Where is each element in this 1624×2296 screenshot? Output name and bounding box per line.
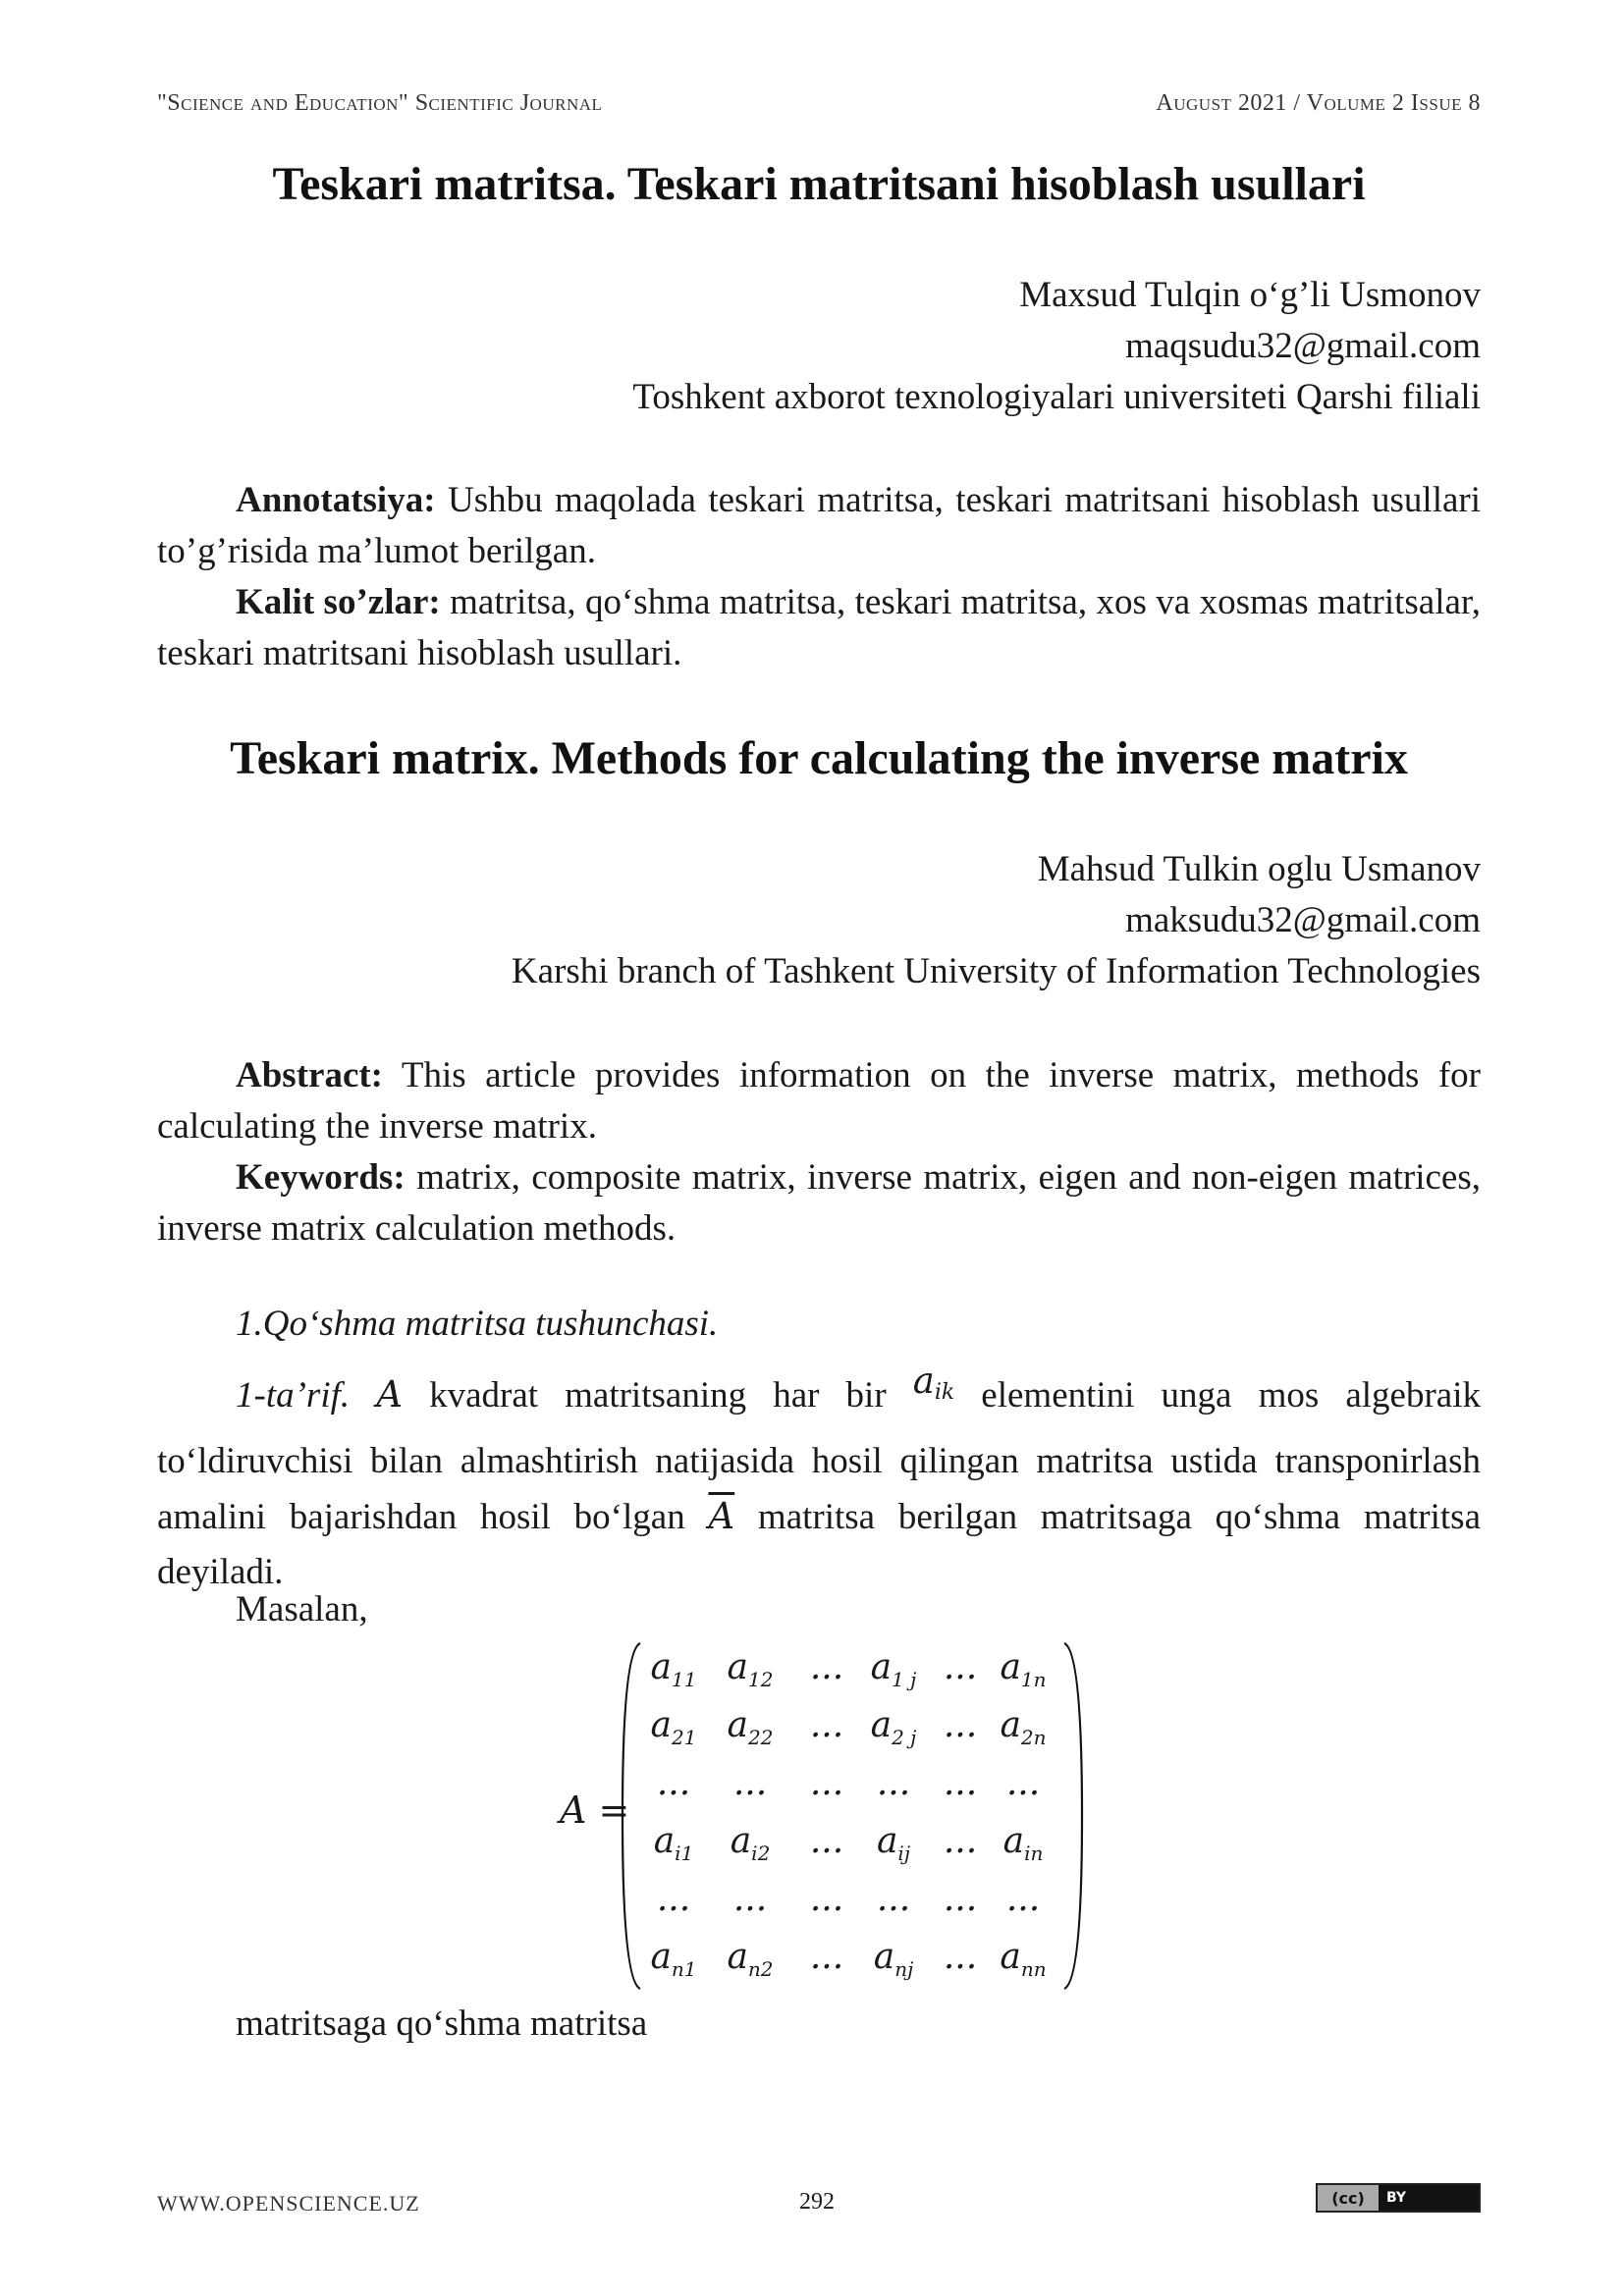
en-abstract-text: This article provides information on the inverse matrix, methods for calculating the inverse matrix. [157, 1055, 1481, 1147]
matrix-cell-symbol: ... [809, 1647, 844, 1687]
en-author-affiliation: Karshi branch of Tashkent University of Information Technologies [511, 951, 1481, 991]
matrix-cell-subscript: 2 j [892, 1726, 917, 1749]
en-author-email: maksudu32@gmail.com [1125, 900, 1481, 940]
matrix-cell-subscript: n2 [747, 1957, 774, 1981]
matrix-cell [638, 1821, 709, 1865]
matrix-cell-subscript: i2 [751, 1842, 771, 1865]
by-label: BY [1379, 2185, 1479, 2211]
matrix-cell [638, 1879, 709, 1919]
matrix-cell [925, 1647, 996, 1687]
example-intro: Masalan, [236, 1589, 368, 1629]
matrix-cell-symbol: ... [656, 1763, 691, 1803]
matrix-cell-symbol: a [650, 1647, 672, 1687]
matrix-cell [791, 1763, 862, 1803]
matrix-cell [988, 1879, 1058, 1919]
matrix-cell [638, 1937, 709, 1981]
matrix-cell-symbol: a [1002, 1821, 1025, 1861]
def-text-1: kvadrat matritsaning har bir [402, 1375, 913, 1415]
cc-icon: (cc) [1318, 2185, 1379, 2211]
matrix-row [638, 1937, 1060, 1995]
matrix-cell-symbol: a [650, 1705, 672, 1745]
matrix-cell-symbol: a [1000, 1937, 1021, 1977]
matrix-cell [858, 1879, 929, 1919]
issue-info: August 2021 / Volume 2 Issue 8 [1156, 90, 1481, 116]
en-title: Teskari matrix. Methods for calculating the inverse matrix [230, 732, 1408, 784]
en-keywords-label: Keywords: [236, 1157, 406, 1198]
uz-author-name: Maxsud Tulqin o‘g’li Usmonov [1019, 275, 1481, 315]
uz-abstract-label: Annotatsiya: [236, 480, 436, 520]
matrix-cell-symbol: ... [943, 1647, 978, 1687]
matrix-cell-symbol: ... [943, 1705, 978, 1745]
uz-abstract [157, 475, 1481, 577]
uz-author-block [632, 270, 1481, 423]
uz-keywords [157, 577, 1481, 679]
matrix-cell-symbol: a [1000, 1705, 1021, 1745]
matrix-cell-symbol: a [870, 1647, 893, 1687]
matrix-cell [715, 1821, 785, 1865]
matrix-cell-subscript: 12 [748, 1668, 774, 1691]
matrix-cell [858, 1705, 929, 1749]
matrix-cell-subscript: 22 [748, 1726, 774, 1749]
matrix-cell [791, 1705, 862, 1745]
matrix-cell-symbol: a [727, 1647, 748, 1687]
matrix-cell-subscript: nn [1020, 1957, 1047, 1981]
matrix-cell-symbol: ... [943, 1821, 978, 1861]
matrix-cell-subscript: i1 [675, 1842, 694, 1865]
matrix-cell-symbol: ... [876, 1879, 911, 1919]
matrix-cell-symbol: a [1000, 1647, 1021, 1687]
matrix-cell-symbol: ... [1005, 1763, 1041, 1803]
uz-title: Teskari matritsa. Teskari matritsani hisoblash usullari [272, 158, 1366, 210]
matrix-cell [925, 1937, 996, 1977]
matrix-cell [858, 1821, 929, 1865]
matrix-cell-symbol: a [653, 1821, 676, 1861]
matrix-cell-symbol: ... [809, 1821, 844, 1861]
matrix-cell [791, 1937, 862, 1977]
matrix-equation [560, 1641, 1090, 1995]
def-symbol-a-matrix: A [376, 1373, 403, 1415]
matrix-cell [858, 1937, 929, 1981]
closing-text: matritsaga qo‘shma matritsa [236, 2003, 648, 2044]
matrix-cell [925, 1821, 996, 1861]
matrix-cell-symbol: ... [1005, 1879, 1041, 1919]
matrix-cell-subscript: 11 [672, 1668, 697, 1691]
matrix-cell [858, 1647, 929, 1691]
page-number: 292 [799, 2189, 835, 2215]
matrix-cell-symbol: ... [809, 1879, 844, 1919]
definition-paragraph [157, 1360, 1482, 1600]
matrix-cell-subscript: nj [894, 1957, 914, 1981]
definition-label: 1-ta’rif. [236, 1375, 351, 1415]
matrix-cell [638, 1647, 709, 1691]
uz-keywords-text: matritsa, qo‘shma matritsa, teskari matritsa, xos va xosmas matritsalar, teskari matritsani hisoblash usullari. [157, 582, 1481, 673]
en-keywords-text: matrix, composite matrix, inverse matrix, eigen and non-eigen matrices, inverse matrix calculation methods. [157, 1157, 1481, 1249]
matrix-cell [925, 1879, 996, 1919]
page-footer [157, 2188, 1481, 2230]
en-keywords [157, 1152, 1481, 1255]
matrix-cell-symbol: a [727, 1937, 748, 1977]
matrix-cell-symbol: ... [809, 1705, 844, 1745]
en-abstract [157, 1050, 1481, 1152]
matrix-row [638, 1763, 1060, 1821]
matrix-cell-symbol: ... [876, 1763, 911, 1803]
uz-author-email: maqsudu32@gmail.com [1125, 326, 1481, 366]
matrix-cell-symbol: a [730, 1821, 752, 1861]
matrix-cell-subscript: in [1024, 1842, 1044, 1865]
matrix-cell-subscript: 1n [1020, 1668, 1047, 1691]
matrix-cell [638, 1763, 709, 1803]
matrix-cell-symbol: a [650, 1937, 672, 1977]
def-text-2: elementini unga mos algebraik to‘ldiruvchisi bilan almashtirish natijasida hosil qilingan matritsa ustida transponirlash amalini bajarishdan hosil bo‘lgan [157, 1375, 1482, 1537]
section-heading: 1.Qo‘shma matritsa tushunchasi. [236, 1304, 719, 1344]
matrix-cell [791, 1879, 862, 1919]
def-symbol-element-subscript: ik [934, 1380, 955, 1405]
matrix-cell-subscript: ij [897, 1842, 911, 1865]
matrix-cell-subscript: 1 j [892, 1668, 917, 1691]
matrix-row [638, 1705, 1060, 1763]
def-symbol-element: a [912, 1360, 935, 1402]
matrix-cell [988, 1647, 1058, 1691]
matrix-cell-subscript: n1 [671, 1957, 697, 1981]
matrix-cell-symbol: ... [809, 1937, 844, 1977]
en-author-block [512, 844, 1481, 997]
cc-by-license-badge[interactable] [1316, 2183, 1481, 2213]
matrix-cell [715, 1705, 785, 1749]
matrix-cell [925, 1763, 996, 1803]
matrix-cell-symbol: ... [943, 1879, 978, 1919]
matrix-cell [715, 1647, 785, 1691]
footer-website[interactable]: WWW.OPENSCIENCE.UZ [157, 2191, 420, 2216]
matrix-cell-subscript: 2n [1020, 1726, 1047, 1749]
def-symbol-adjoint: $\overline{A}$ [708, 1495, 735, 1537]
matrix-row [638, 1647, 1060, 1705]
matrix-cell [715, 1937, 785, 1981]
matrix-grid [638, 1647, 1060, 1995]
def-text-3: matritsa berilgan matritsaga qo‘shma matritsa deyiladi. [157, 1497, 1481, 1592]
matrix-cell-symbol: ... [943, 1763, 978, 1803]
right-parenthesis [1060, 1641, 1084, 1991]
matrix-cell [638, 1705, 709, 1749]
matrix-row [638, 1879, 1060, 1937]
journal-name: "Science and Education" Scientific Journal [157, 90, 603, 116]
matrix-cell [988, 1821, 1058, 1865]
uz-keywords-label: Kalit so’zlar: [236, 582, 441, 622]
matrix-cell-symbol: a [873, 1937, 895, 1977]
running-header [157, 90, 1481, 120]
matrix-cell-symbol: ... [732, 1879, 768, 1919]
matrix-cell-symbol: ... [732, 1763, 768, 1803]
matrix-cell [791, 1821, 862, 1861]
uz-author-affiliation: Toshkent axborot texnologiyalari universiteti Qarshi filiali [632, 377, 1481, 417]
matrix-cell [988, 1705, 1058, 1749]
matrix-lhs: A = [560, 1789, 630, 1832]
matrix-cell [791, 1647, 862, 1687]
en-author-name: Mahsud Tulkin oglu Usmanov [1037, 849, 1481, 889]
matrix-cell [715, 1879, 785, 1919]
matrix-cell-symbol: a [870, 1705, 893, 1745]
matrix-cell-symbol: a [876, 1821, 898, 1861]
en-abstract-label: Abstract: [236, 1055, 384, 1095]
matrix-cell [925, 1705, 996, 1745]
matrix-cell [988, 1937, 1058, 1981]
matrix-cell [715, 1763, 785, 1803]
matrix-cell-symbol: ... [656, 1879, 691, 1919]
matrix-cell-subscript: 21 [672, 1726, 697, 1749]
matrix-cell-symbol: ... [943, 1937, 978, 1977]
matrix-row [638, 1821, 1060, 1879]
matrix-cell-symbol: a [727, 1705, 748, 1745]
matrix-cell [858, 1763, 929, 1803]
uz-abstract-text: Ushbu maqolada teskari matritsa, teskari matritsani hisoblash usullari to’g’risida ma’lumot berilgan. [157, 480, 1481, 571]
matrix-cell [988, 1763, 1058, 1803]
matrix-cell-symbol: ... [809, 1763, 844, 1803]
